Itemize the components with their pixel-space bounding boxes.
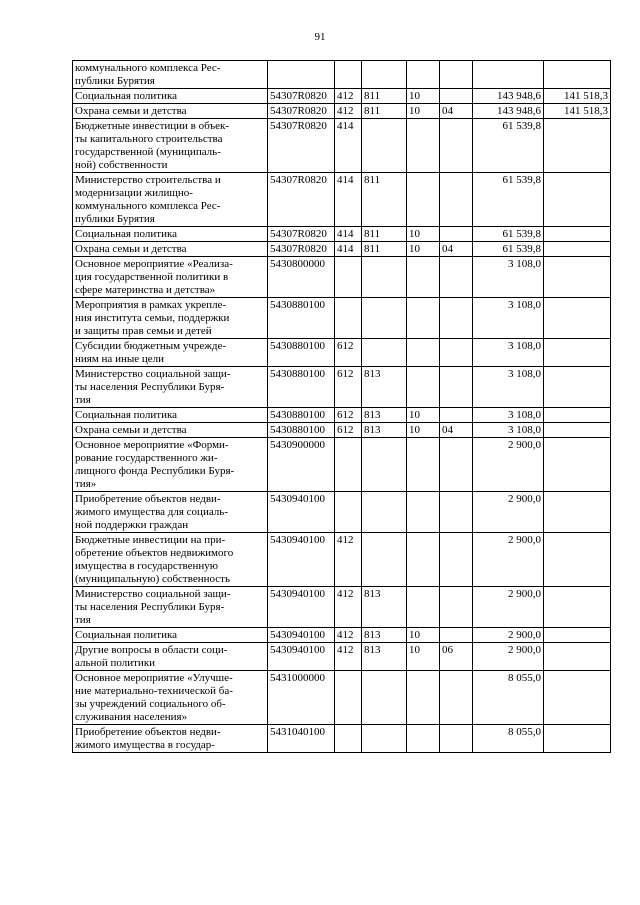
- table-row: [73, 242, 611, 257]
- budget-table: [72, 60, 611, 753]
- section-code-cell: 10: [407, 104, 440, 119]
- expense-type-cell: 412: [335, 628, 362, 643]
- section-code-cell: [407, 339, 440, 367]
- administrator-code-cell: 811: [362, 89, 407, 104]
- section-code-cell: [407, 257, 440, 298]
- target-code-cell: 5431040100: [268, 725, 335, 753]
- subsection-code-cell: 04: [440, 423, 473, 438]
- subsection-code-cell: [440, 227, 473, 242]
- target-code-cell: [268, 61, 335, 89]
- expense-type-cell: 612: [335, 408, 362, 423]
- administrator-code-cell: 813: [362, 423, 407, 438]
- section-code-cell: 10: [407, 643, 440, 671]
- target-code-cell: 5430940100: [268, 492, 335, 533]
- row-name-cell: Охрана семьи и детства: [73, 423, 268, 438]
- subsection-code-cell: [440, 533, 473, 587]
- table-row: [73, 533, 611, 587]
- administrator-code-cell: 813: [362, 643, 407, 671]
- amount-2-cell: [544, 61, 611, 89]
- table-row: [73, 227, 611, 242]
- section-code-cell: 10: [407, 628, 440, 643]
- administrator-code-cell: [362, 725, 407, 753]
- amount-1-cell: 61 539,8: [473, 119, 544, 173]
- subsection-code-cell: [440, 492, 473, 533]
- expense-type-cell: 612: [335, 367, 362, 408]
- amount-2-cell: [544, 257, 611, 298]
- row-name-cell: коммунального комплекса Рес- публики Бурятия: [73, 61, 268, 89]
- subsection-code-cell: 04: [440, 104, 473, 119]
- amount-1-cell: 3 108,0: [473, 423, 544, 438]
- row-name-cell: Основное мероприятие «Реализа- ция государственной политики в сфере материнства и детства»: [73, 257, 268, 298]
- subsection-code-cell: [440, 367, 473, 408]
- budget-table-body: [73, 61, 611, 753]
- section-code-cell: 10: [407, 423, 440, 438]
- amount-1-cell: 61 539,8: [473, 242, 544, 257]
- table-row: [73, 408, 611, 423]
- amount-2-cell: [544, 725, 611, 753]
- row-name-cell: Мероприятия в рамках укрепле- ния института семьи, поддержки и защиты прав семьи и детей: [73, 298, 268, 339]
- expense-type-cell: [335, 725, 362, 753]
- amount-2-cell: 141 518,3: [544, 104, 611, 119]
- row-name-cell: Министерство строительства и модернизации жилищно- коммунального комплекса Рес- публики Бурятия: [73, 173, 268, 227]
- amount-1-cell: 2 900,0: [473, 533, 544, 587]
- amount-2-cell: [544, 339, 611, 367]
- subsection-code-cell: [440, 587, 473, 628]
- expense-type-cell: 412: [335, 643, 362, 671]
- administrator-code-cell: [362, 533, 407, 587]
- amount-2-cell: [544, 671, 611, 725]
- section-code-cell: 10: [407, 227, 440, 242]
- section-code-cell: 10: [407, 242, 440, 257]
- administrator-code-cell: [362, 119, 407, 173]
- row-name-cell: Охрана семьи и детства: [73, 104, 268, 119]
- subsection-code-cell: 06: [440, 643, 473, 671]
- amount-2-cell: [544, 438, 611, 492]
- page-number: 91: [314, 31, 326, 43]
- expense-type-cell: [335, 257, 362, 298]
- subsection-code-cell: [440, 61, 473, 89]
- target-code-cell: 5430940100: [268, 628, 335, 643]
- administrator-code-cell: [362, 492, 407, 533]
- row-name-cell: Социальная политика: [73, 227, 268, 242]
- subsection-code-cell: [440, 408, 473, 423]
- amount-1-cell: 3 108,0: [473, 339, 544, 367]
- amount-1-cell: 8 055,0: [473, 671, 544, 725]
- expense-type-cell: 412: [335, 533, 362, 587]
- amount-2-cell: [544, 628, 611, 643]
- expense-type-cell: [335, 492, 362, 533]
- table-row: [73, 725, 611, 753]
- amount-2-cell: [544, 227, 611, 242]
- target-code-cell: 5430880100: [268, 339, 335, 367]
- administrator-code-cell: 813: [362, 367, 407, 408]
- amount-1-cell: 8 055,0: [473, 725, 544, 753]
- section-code-cell: [407, 298, 440, 339]
- administrator-code-cell: [362, 671, 407, 725]
- amount-2-cell: [544, 643, 611, 671]
- table-row: [73, 587, 611, 628]
- administrator-code-cell: [362, 257, 407, 298]
- table-row: [73, 298, 611, 339]
- subsection-code-cell: [440, 438, 473, 492]
- row-name-cell: Субсидии бюджетным учрежде- ниям на иные цели: [73, 339, 268, 367]
- subsection-code-cell: [440, 173, 473, 227]
- table-row: [73, 423, 611, 438]
- expense-type-cell: 412: [335, 89, 362, 104]
- table-row: [73, 339, 611, 367]
- amount-1-cell: 2 900,0: [473, 438, 544, 492]
- expense-type-cell: 412: [335, 104, 362, 119]
- row-name-cell: Социальная политика: [73, 89, 268, 104]
- target-code-cell: 54307R0820: [268, 104, 335, 119]
- administrator-code-cell: [362, 298, 407, 339]
- subsection-code-cell: [440, 119, 473, 173]
- amount-1-cell: 2 900,0: [473, 628, 544, 643]
- amount-2-cell: [544, 587, 611, 628]
- subsection-code-cell: 04: [440, 242, 473, 257]
- row-name-cell: Охрана семьи и детства: [73, 242, 268, 257]
- amount-1-cell: 3 108,0: [473, 298, 544, 339]
- target-code-cell: 5430940100: [268, 533, 335, 587]
- administrator-code-cell: 813: [362, 408, 407, 423]
- administrator-code-cell: 813: [362, 628, 407, 643]
- expense-type-cell: [335, 298, 362, 339]
- amount-1-cell: 3 108,0: [473, 257, 544, 298]
- administrator-code-cell: 811: [362, 104, 407, 119]
- table-row: [73, 104, 611, 119]
- table-row: [73, 438, 611, 492]
- row-name-cell: Приобретение объектов недви- жимого имущества для социаль- ной поддержки граждан: [73, 492, 268, 533]
- expense-type-cell: 414: [335, 173, 362, 227]
- amount-1-cell: 143 948,6: [473, 89, 544, 104]
- amount-1-cell: 2 900,0: [473, 587, 544, 628]
- subsection-code-cell: [440, 257, 473, 298]
- amount-1-cell: 2 900,0: [473, 492, 544, 533]
- subsection-code-cell: [440, 628, 473, 643]
- table-row: [73, 119, 611, 173]
- row-name-cell: Бюджетные инвестиции на при- обретение объектов недвижимого имущества в государственную (муниципальную) собственность: [73, 533, 268, 587]
- section-code-cell: [407, 367, 440, 408]
- administrator-code-cell: 811: [362, 173, 407, 227]
- table-row: [73, 89, 611, 104]
- amount-1-cell: 3 108,0: [473, 367, 544, 408]
- administrator-code-cell: [362, 438, 407, 492]
- amount-2-cell: [544, 298, 611, 339]
- section-code-cell: [407, 119, 440, 173]
- row-name-cell: Бюджетные инвестиции в объек- ты капитального строительства государственной (муниципаль- ной) собственности: [73, 119, 268, 173]
- amount-2-cell: [544, 492, 611, 533]
- section-code-cell: [407, 438, 440, 492]
- target-code-cell: 5430800000: [268, 257, 335, 298]
- expense-type-cell: [335, 61, 362, 89]
- expense-type-cell: [335, 671, 362, 725]
- amount-1-cell: 61 539,8: [473, 227, 544, 242]
- amount-2-cell: [544, 173, 611, 227]
- row-name-cell: Основное мероприятие «Улучше- ние материально-технической ба- зы учреждений социального об- служивания населения»: [73, 671, 268, 725]
- target-code-cell: 5430880100: [268, 298, 335, 339]
- amount-1-cell: 3 108,0: [473, 408, 544, 423]
- target-code-cell: 5430880100: [268, 423, 335, 438]
- amount-1-cell: 61 539,8: [473, 173, 544, 227]
- subsection-code-cell: [440, 725, 473, 753]
- target-code-cell: 5430940100: [268, 587, 335, 628]
- expense-type-cell: 414: [335, 119, 362, 173]
- row-name-cell: Приобретение объектов недви- жимого имущества в государ-: [73, 725, 268, 753]
- administrator-code-cell: 811: [362, 242, 407, 257]
- target-code-cell: 5430940100: [268, 643, 335, 671]
- section-code-cell: [407, 492, 440, 533]
- amount-2-cell: [544, 367, 611, 408]
- expense-type-cell: 414: [335, 227, 362, 242]
- target-code-cell: 54307R0820: [268, 227, 335, 242]
- expense-type-cell: 414: [335, 242, 362, 257]
- target-code-cell: 54307R0820: [268, 242, 335, 257]
- administrator-code-cell: 813: [362, 587, 407, 628]
- section-code-cell: [407, 587, 440, 628]
- expense-type-cell: 612: [335, 423, 362, 438]
- table-row: [73, 492, 611, 533]
- expense-type-cell: [335, 438, 362, 492]
- target-code-cell: 54307R0820: [268, 173, 335, 227]
- table-row: [73, 643, 611, 671]
- table-row: [73, 173, 611, 227]
- expense-type-cell: 612: [335, 339, 362, 367]
- table-row: [73, 367, 611, 408]
- target-code-cell: 54307R0820: [268, 89, 335, 104]
- section-code-cell: [407, 671, 440, 725]
- section-code-cell: [407, 61, 440, 89]
- section-code-cell: [407, 533, 440, 587]
- administrator-code-cell: [362, 339, 407, 367]
- subsection-code-cell: [440, 339, 473, 367]
- row-name-cell: Социальная политика: [73, 408, 268, 423]
- subsection-code-cell: [440, 671, 473, 725]
- amount-1-cell: 143 948,6: [473, 104, 544, 119]
- section-code-cell: [407, 725, 440, 753]
- subsection-code-cell: [440, 89, 473, 104]
- row-name-cell: Основное мероприятие «Форми- рование государственного жи- лищного фонда Республики Буря- тия»: [73, 438, 268, 492]
- amount-2-cell: [544, 242, 611, 257]
- administrator-code-cell: 811: [362, 227, 407, 242]
- table-row: [73, 628, 611, 643]
- row-name-cell: Министерство социальной защи- ты населения Республики Буря- тия: [73, 367, 268, 408]
- target-code-cell: 54307R0820: [268, 119, 335, 173]
- amount-1-cell: [473, 61, 544, 89]
- target-code-cell: 5430900000: [268, 438, 335, 492]
- target-code-cell: 5430880100: [268, 367, 335, 408]
- table-row: [73, 257, 611, 298]
- amount-2-cell: 141 518,3: [544, 89, 611, 104]
- target-code-cell: 5431000000: [268, 671, 335, 725]
- amount-1-cell: 2 900,0: [473, 643, 544, 671]
- expense-type-cell: 412: [335, 587, 362, 628]
- amount-2-cell: [544, 408, 611, 423]
- section-code-cell: [407, 173, 440, 227]
- row-name-cell: Социальная политика: [73, 628, 268, 643]
- table-row: [73, 61, 611, 89]
- amount-2-cell: [544, 119, 611, 173]
- target-code-cell: 5430880100: [268, 408, 335, 423]
- section-code-cell: 10: [407, 89, 440, 104]
- subsection-code-cell: [440, 298, 473, 339]
- section-code-cell: 10: [407, 408, 440, 423]
- row-name-cell: Другие вопросы в области соци- альной политики: [73, 643, 268, 671]
- table-row: [73, 671, 611, 725]
- amount-2-cell: [544, 533, 611, 587]
- administrator-code-cell: [362, 61, 407, 89]
- amount-2-cell: [544, 423, 611, 438]
- row-name-cell: Министерство социальной защи- ты населения Республики Буря- тия: [73, 587, 268, 628]
